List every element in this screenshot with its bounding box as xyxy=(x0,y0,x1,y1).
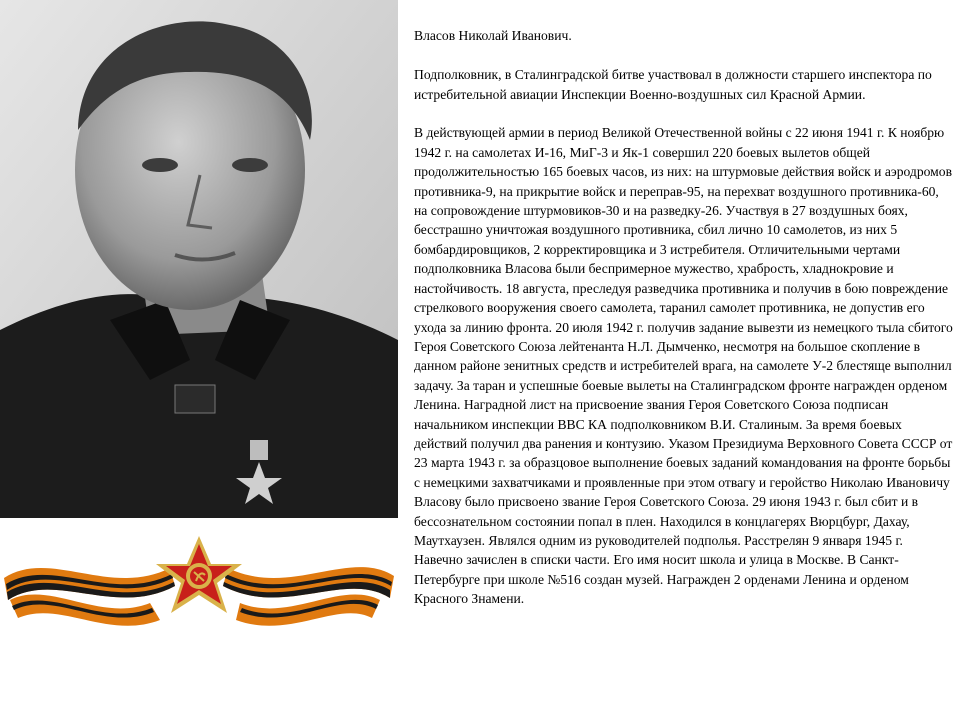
bio-heading: Власов Николай Иванович. xyxy=(414,28,572,44)
st-george-ribbon xyxy=(0,528,398,638)
bio-paragraph-2: В действующей армии в период Великой Отечественной войны с 22 июня 1941 г. К ноябрю 1942 г. на самолетах И-16, МиГ-3 и Як-1 совершил 220 боевых вылетов общей продолжительностью 165 боевых часов, из них: на штурмовые действия войск и аэродромов противника-9, на прикрытие войск и переправ-95, на перехват воздушного противника-60, на сопровождение штурмовиков-30 и на разведку-26. Участвуя в 27 воздушных боях, бесстрашно уничтожая воздушного противника, сбил лично 10 самолетов, из них 5 бомбардировщиков, 2 корректировщика и 3 истребителя. Отличительными чертами подполковника Власова были беспримерное мужество, храбрость, хладнокровие и настойчивость. 18 августа, преследуя разведчика противника и получив в бою повреждение стрелкового вооружения своего самолета, таранил самолет противника, не допустив его ухода за линию фронта. 20 июля 1942 г. получив задание вывезти из немецкого тыла сбитого Героя Советского Союза лейтенанта Н.Л. Дымченко, несмотря на большое скопление в данном районе зенитных средств и истребителей врага, на самолете У-2 блестяще выполнил задачу. За таран и успешные боевые вылеты на Сталинградском фронте награжден орденом Ленина. Наградной лист на присвоение звания Героя Советского Союза подписан начальником инспекции ВВС КА подполковником В.И. Сталиным. За время боевых действий получил два ранения и контузию. Указом Президиума Верховного Совета СССР от 23 марта 1943 г. за образцовое выполнение боевых заданий командования на фронте борьбы с немецкими захватчиками и проявленные при этом отвагу и геройство Николаю Ивановичу Власову было присвоено звание Героя Советского Союза. 29 июня 1943 г. был сбит и в бессознательном состоянии попал в плен. Находился в концлагерях Вюрцбург, Дахау, Маутхаузен. Являлся одним из руководителей подполья. Расстрелян 9 января 1945 г. Навечно зачислен в списки части. Его имя носит школа и улица в Москве. В Санкт-Петербурге при школе №516 создан музей. Награжден 2 орденами Ленина и орденом Красного Знамени. xyxy=(414,125,953,607)
portrait-photo xyxy=(0,0,398,518)
bio-paragraph-1: Подполковник, в Сталинградской битве участвовал в должности старшего инспектора по истребительной авиации Инспекции Военно-воздушных сил Красной Армии. xyxy=(414,67,932,102)
biography-text xyxy=(414,7,954,628)
